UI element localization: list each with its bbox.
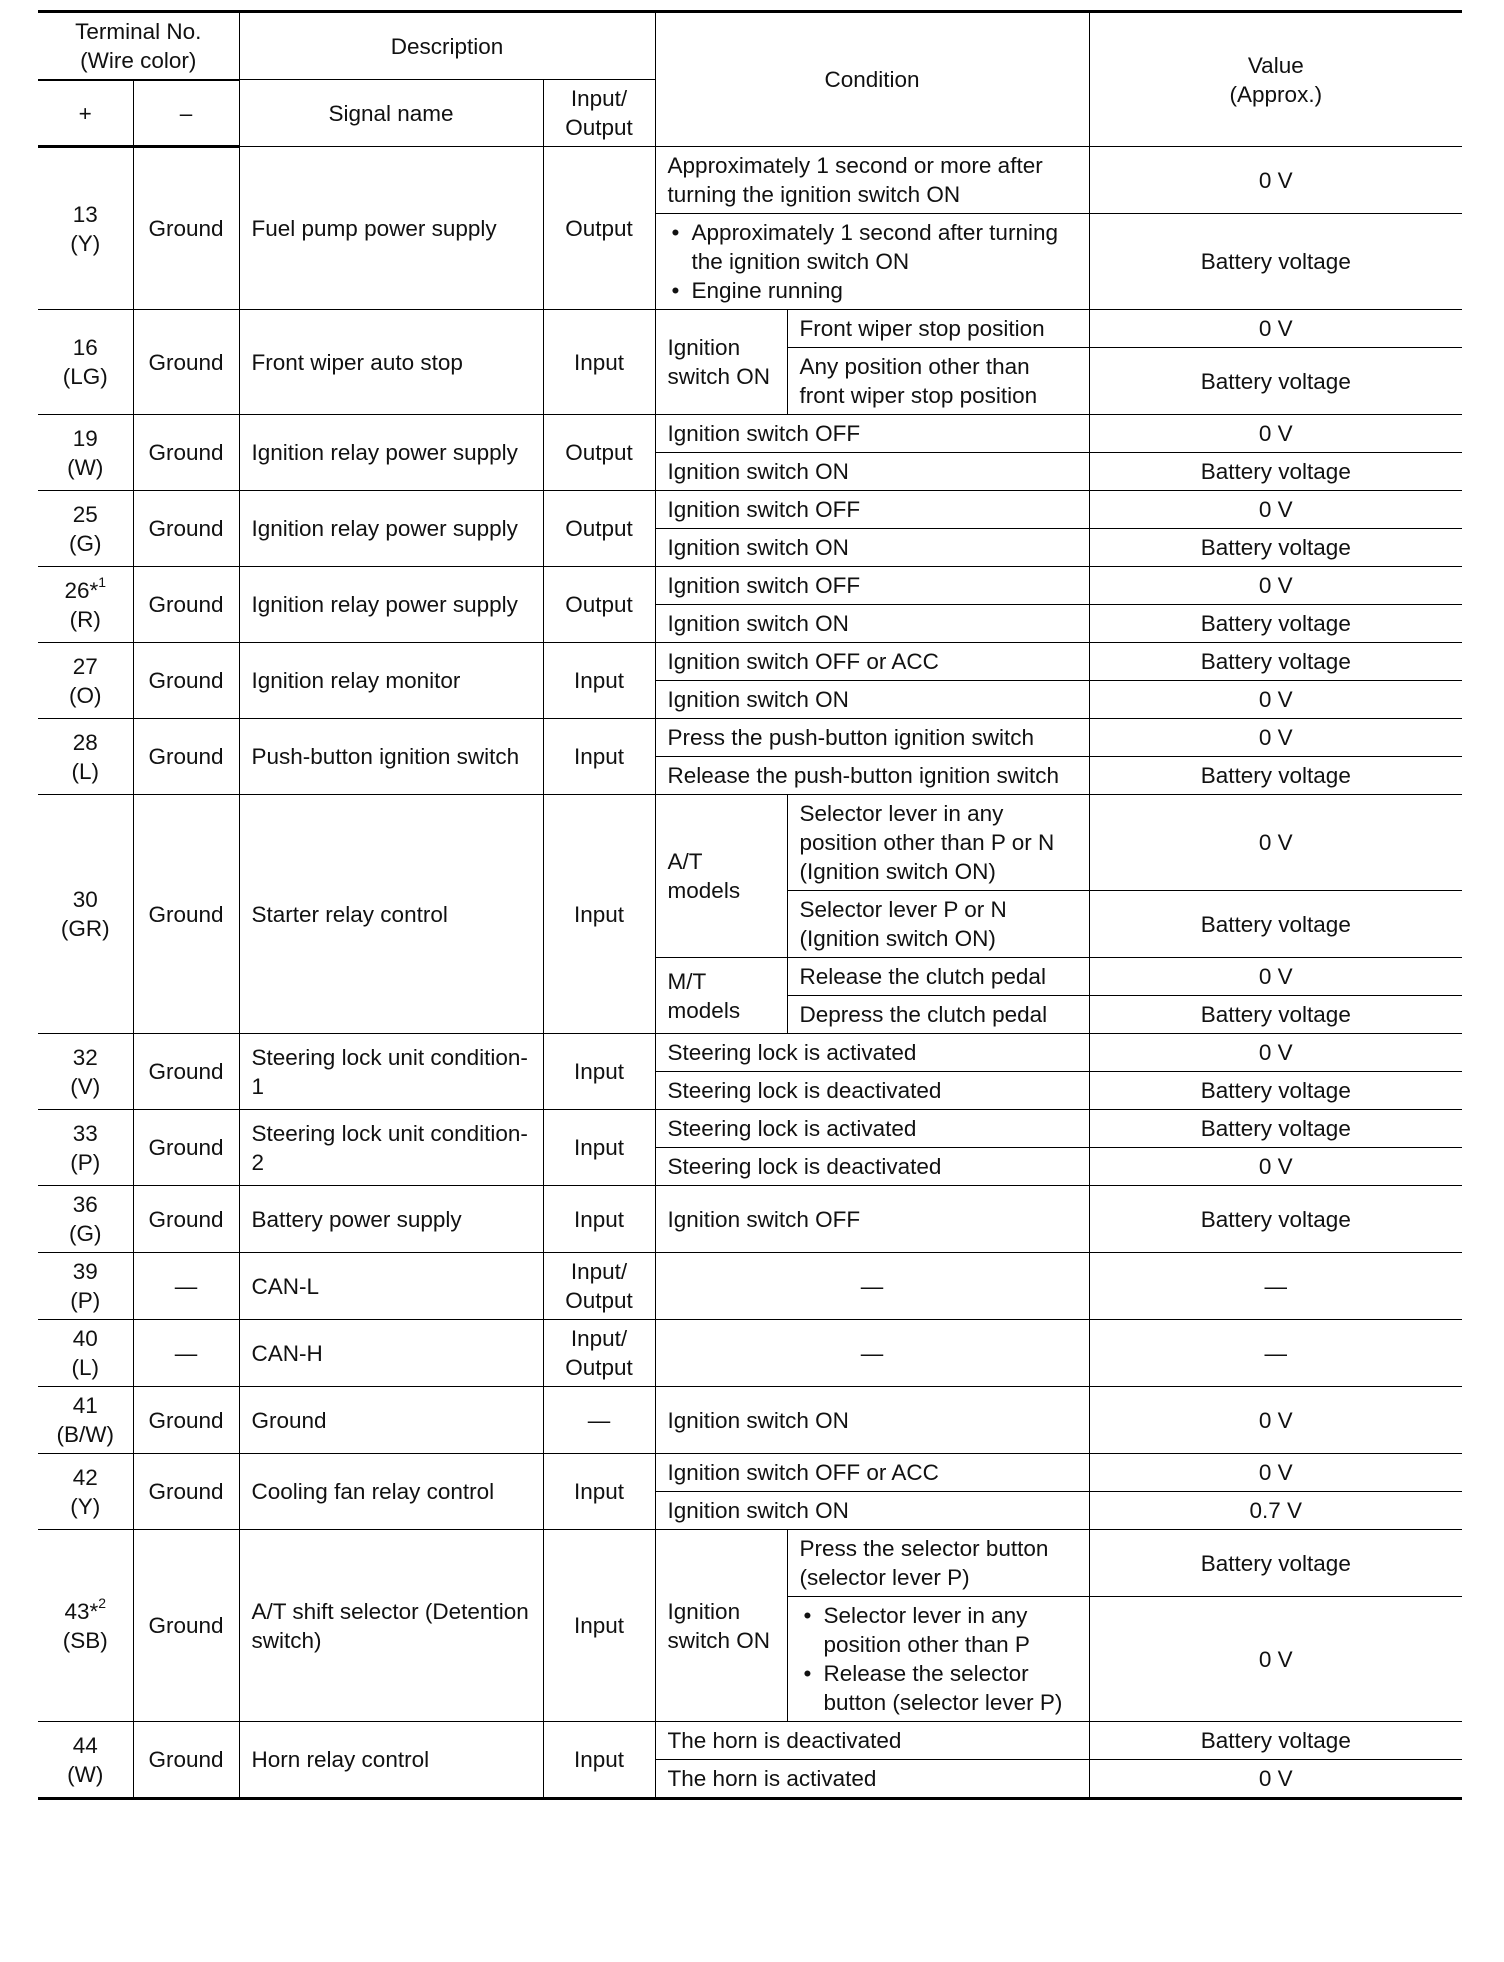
terminal-number: 16 [72, 335, 98, 360]
io-cell [543, 1320, 655, 1387]
condition-cell: Steering lock is deactivated [655, 1148, 1089, 1186]
condition-cell: Depress the clutch pedal [787, 996, 1089, 1034]
condition-cell: Ignition switch OFF [655, 491, 1089, 529]
value-cell: 0 V [1089, 310, 1462, 348]
io-cell: Input [543, 1530, 655, 1722]
minus-cell: — [133, 1320, 239, 1387]
condition-cell: The horn is deactivated [655, 1722, 1089, 1760]
wire-color: (Y) [70, 1493, 101, 1519]
wire-color: (GR) [60, 916, 110, 941]
minus-cell: Ground [133, 1387, 239, 1454]
terminal-cell [38, 491, 133, 567]
table-row [38, 719, 1462, 757]
value-cell: 0 V [1089, 958, 1462, 996]
header-approx-label: (Approx.) [1229, 81, 1323, 107]
value-cell: 0 V [1089, 491, 1462, 529]
condition-group: A/T models [655, 795, 787, 958]
condition-cell: Ignition switch OFF [655, 567, 1089, 605]
condition-group: M/T models [655, 958, 787, 1034]
terminal-cell [38, 147, 133, 310]
terminal-number: 44 [72, 1732, 98, 1758]
value-cell: 0 V [1089, 681, 1462, 719]
wire-color: (W) [67, 1761, 104, 1787]
io-cell [543, 1253, 655, 1320]
minus-cell: Ground [133, 1722, 239, 1799]
condition-cell [787, 1597, 1089, 1722]
condition-cell: Ignition switch ON [655, 453, 1089, 491]
signal-name: Battery power supply [239, 1186, 543, 1253]
terminal-number-text: 26* [64, 577, 99, 603]
header-description: Description [239, 12, 655, 80]
condition-cell: Selector lever P or N (Ignition switch ON) [787, 891, 1089, 958]
wire-color: (L) [71, 1355, 99, 1380]
terminal-cell [38, 1110, 133, 1186]
table-body [38, 147, 1462, 1799]
signal-name: Push-button ignition switch [239, 719, 543, 795]
io-cell: Output [543, 567, 655, 643]
value-cell: Battery voltage [1089, 1186, 1462, 1253]
table-row [38, 310, 1462, 348]
minus-cell: Ground [133, 719, 239, 795]
wire-color: (SB) [62, 1627, 108, 1653]
header-value-label: Value [1247, 52, 1304, 78]
table-row [38, 1110, 1462, 1148]
value-cell: 0 V [1089, 1760, 1462, 1799]
value-cell: 0 V [1089, 1454, 1462, 1492]
terminal-number: 25 [72, 501, 98, 527]
value-cell: 0 V [1089, 1034, 1462, 1072]
header-io [543, 80, 655, 147]
signal-name: Ignition relay power supply [239, 491, 543, 567]
terminal-number: 40 [72, 1326, 98, 1351]
wire-color: (B/W) [56, 1422, 114, 1447]
table-row [38, 1454, 1462, 1492]
minus-cell: Ground [133, 310, 239, 415]
condition-cell: Ignition switch OFF or ACC [655, 643, 1089, 681]
signal-name: Starter relay control [239, 795, 543, 1034]
terminal-number: 39 [72, 1259, 98, 1284]
value-cell: 0 V [1089, 795, 1462, 891]
table-row [38, 1320, 1462, 1387]
io-cell: Input [543, 643, 655, 719]
terminal-number: 13 [72, 201, 98, 227]
terminal-number [50, 576, 121, 605]
table-row [38, 1530, 1462, 1597]
condition-group: Ignition switch ON [655, 1530, 787, 1722]
io-cell: Input [543, 719, 655, 795]
header-io-line1: Input/ [570, 86, 628, 111]
terminal-table [38, 10, 1462, 1800]
io-cell: Input [543, 1110, 655, 1186]
signal-name: Front wiper auto stop [239, 310, 543, 415]
value-cell: 0 V [1089, 567, 1462, 605]
value-cell: 0 V [1089, 1387, 1462, 1454]
header-terminal-no-label: Terminal No. [75, 19, 202, 44]
condition-cell: Ignition switch ON [655, 1492, 1089, 1530]
terminal-cell [38, 795, 133, 1034]
minus-cell: Ground [133, 643, 239, 719]
signal-name: Steering lock unit condition-1 [239, 1034, 543, 1110]
minus-cell: Ground [133, 1110, 239, 1186]
terminal-number: 30 [72, 887, 98, 912]
io-cell: Input [543, 1454, 655, 1530]
minus-cell: Ground [133, 1530, 239, 1722]
wire-color: (R) [69, 606, 101, 632]
wire-color: (V) [70, 1073, 101, 1099]
signal-name: Cooling fan relay control [239, 1454, 543, 1530]
wire-color: (P) [70, 1149, 101, 1175]
wire-color: (W) [67, 454, 104, 480]
condition-cell: The horn is activated [655, 1760, 1089, 1799]
condition-cell [655, 214, 1089, 310]
minus-cell: — [133, 1253, 239, 1320]
minus-cell: Ground [133, 147, 239, 310]
minus-cell: Ground [133, 567, 239, 643]
minus-cell: Ground [133, 1454, 239, 1530]
terminal-cell [38, 415, 133, 491]
wire-color: (G) [69, 1221, 102, 1246]
value-cell: 0 V [1089, 1148, 1462, 1186]
terminal-number: 33 [72, 1120, 98, 1146]
condition-cell: Ignition switch ON [655, 529, 1089, 567]
terminal-cell [38, 1253, 133, 1320]
table-row [38, 567, 1462, 605]
terminal-cell [38, 1530, 133, 1722]
value-cell: Battery voltage [1089, 891, 1462, 958]
value-cell: — [1089, 1253, 1462, 1320]
io-cell: Input [543, 1186, 655, 1253]
signal-name: A/T shift selector (Detention switch) [239, 1530, 543, 1722]
value-cell: 0.7 V [1089, 1492, 1462, 1530]
signal-name: CAN-L [239, 1253, 543, 1320]
condition-cell: Ignition switch OFF [655, 1186, 1089, 1253]
condition-bullets [800, 1601, 1077, 1717]
terminal-cell [38, 1454, 133, 1530]
header-plus: + [38, 81, 133, 147]
value-cell: Battery voltage [1089, 348, 1462, 415]
condition-cell: Approximately 1 second or more after turning the ignition switch ON [655, 147, 1089, 214]
value-cell: 0 V [1089, 147, 1462, 214]
value-cell: Battery voltage [1089, 1072, 1462, 1110]
terminal-cell [38, 1034, 133, 1110]
condition-cell: Selector lever in any position other than P or N (Ignition switch ON) [787, 795, 1089, 891]
list-item: • Engine running [668, 276, 1077, 305]
header-condition: Condition [655, 12, 1089, 147]
header-signal-name: Signal name [239, 80, 543, 147]
signal-name: Ground [239, 1387, 543, 1454]
signal-name: Steering lock unit condition-2 [239, 1110, 543, 1186]
value-cell: Battery voltage [1089, 605, 1462, 643]
terminal-cell [38, 719, 133, 795]
list-item: • Selector lever in any position other than P [800, 1601, 1077, 1659]
wire-color: (G) [69, 530, 102, 556]
minus-cell: Ground [133, 1186, 239, 1253]
table-row [38, 491, 1462, 529]
table-row [38, 795, 1462, 891]
header-terminal-no [38, 12, 239, 80]
io-line1: Input/ [570, 1326, 628, 1351]
terminal-number: 41 [72, 1393, 98, 1418]
footnote-marker: 1 [98, 574, 107, 590]
footnote-marker: 2 [98, 1595, 107, 1611]
terminal-number: 32 [72, 1044, 98, 1070]
terminal-number-text: 43* [64, 1598, 99, 1624]
value-cell: Battery voltage [1089, 529, 1462, 567]
table-row [38, 147, 1462, 214]
terminal-number: 36 [72, 1192, 98, 1217]
value-cell: 0 V [1089, 415, 1462, 453]
condition-cell: Ignition switch ON [655, 681, 1089, 719]
table-row [38, 1722, 1462, 1760]
condition-cell: Any position other than front wiper stop position [787, 348, 1089, 415]
terminal-cell [38, 1722, 133, 1799]
table-row [38, 643, 1462, 681]
condition-cell: Press the selector button (selector lever P) [787, 1530, 1089, 1597]
condition-cell: Release the push-button ignition switch [655, 757, 1089, 795]
signal-name: CAN-H [239, 1320, 543, 1387]
signal-name: Horn relay control [239, 1722, 543, 1799]
terminal-number: 19 [72, 425, 98, 451]
signal-name: Ignition relay monitor [239, 643, 543, 719]
io-line2: Output [565, 1355, 633, 1380]
value-cell: Battery voltage [1089, 757, 1462, 795]
value-cell: 0 V [1089, 1597, 1462, 1722]
table-row [38, 415, 1462, 453]
terminal-number [50, 1597, 121, 1626]
io-line1: Input/ [570, 1259, 628, 1284]
io-cell: Input [543, 795, 655, 1034]
signal-name: Ignition relay power supply [239, 415, 543, 491]
signal-name: Ignition relay power supply [239, 567, 543, 643]
terminal-cell [38, 567, 133, 643]
value-cell: 0 V [1089, 719, 1462, 757]
io-line2: Output [565, 1288, 633, 1313]
condition-cell: Steering lock is activated [655, 1034, 1089, 1072]
condition-cell: Steering lock is activated [655, 1110, 1089, 1148]
io-cell: Input [543, 1722, 655, 1799]
condition-cell: Press the push-button ignition switch [655, 719, 1089, 757]
terminal-cell [38, 1387, 133, 1454]
wire-color: (LG) [62, 364, 108, 389]
terminal-table-sheet [38, 10, 1462, 1800]
condition-cell: Ignition switch ON [655, 1387, 1089, 1454]
value-cell: Battery voltage [1089, 996, 1462, 1034]
terminal-number: 42 [72, 1464, 98, 1490]
value-cell: Battery voltage [1089, 643, 1462, 681]
wire-color: (L) [71, 758, 99, 784]
terminal-cell [38, 1320, 133, 1387]
header-wire-color-label: (Wire color) [80, 48, 197, 73]
header-value [1089, 12, 1462, 147]
condition-cell: Front wiper stop position [787, 310, 1089, 348]
value-cell: Battery voltage [1089, 1722, 1462, 1760]
list-item: • Release the selector button (selector lever P) [800, 1659, 1077, 1717]
condition-cell: Release the clutch pedal [787, 958, 1089, 996]
terminal-number: 28 [72, 729, 98, 755]
terminal-cell [38, 643, 133, 719]
list-item: • Approximately 1 second after turning the ignition switch ON [668, 218, 1077, 276]
condition-cell: Ignition switch OFF or ACC [655, 1454, 1089, 1492]
signal-name: Fuel pump power supply [239, 147, 543, 310]
terminal-cell [38, 310, 133, 415]
condition-cell: Steering lock is deactivated [655, 1072, 1089, 1110]
table-row [38, 1387, 1462, 1454]
minus-cell: Ground [133, 491, 239, 567]
table-row [38, 1186, 1462, 1253]
io-cell: Output [543, 147, 655, 310]
condition-bullets [668, 218, 1077, 305]
condition-group: Ignition switch ON [655, 310, 787, 415]
header-minus: – [133, 81, 239, 147]
value-cell: Battery voltage [1089, 1110, 1462, 1148]
condition-cell: — [655, 1320, 1089, 1387]
minus-cell: Ground [133, 1034, 239, 1110]
condition-cell: Ignition switch ON [655, 605, 1089, 643]
table-row [38, 1253, 1462, 1320]
io-cell: Output [543, 415, 655, 491]
table-row [38, 1034, 1462, 1072]
value-cell: Battery voltage [1089, 453, 1462, 491]
value-cell: — [1089, 1320, 1462, 1387]
terminal-cell [38, 1186, 133, 1253]
value-cell: Battery voltage [1089, 1530, 1462, 1597]
minus-cell: Ground [133, 795, 239, 1034]
condition-cell: Ignition switch OFF [655, 415, 1089, 453]
wire-color: (O) [69, 682, 102, 708]
value-cell: Battery voltage [1089, 214, 1462, 310]
io-cell: Output [543, 491, 655, 567]
wire-color: (P) [70, 1288, 101, 1313]
header-io-line2: Output [565, 115, 633, 140]
io-cell: Input [543, 1034, 655, 1110]
io-cell: Input [543, 310, 655, 415]
minus-cell: Ground [133, 415, 239, 491]
terminal-number: 27 [72, 653, 98, 679]
io-cell: — [543, 1387, 655, 1454]
condition-cell: — [655, 1253, 1089, 1320]
table-header [38, 12, 1462, 147]
wire-color: (Y) [70, 230, 101, 256]
